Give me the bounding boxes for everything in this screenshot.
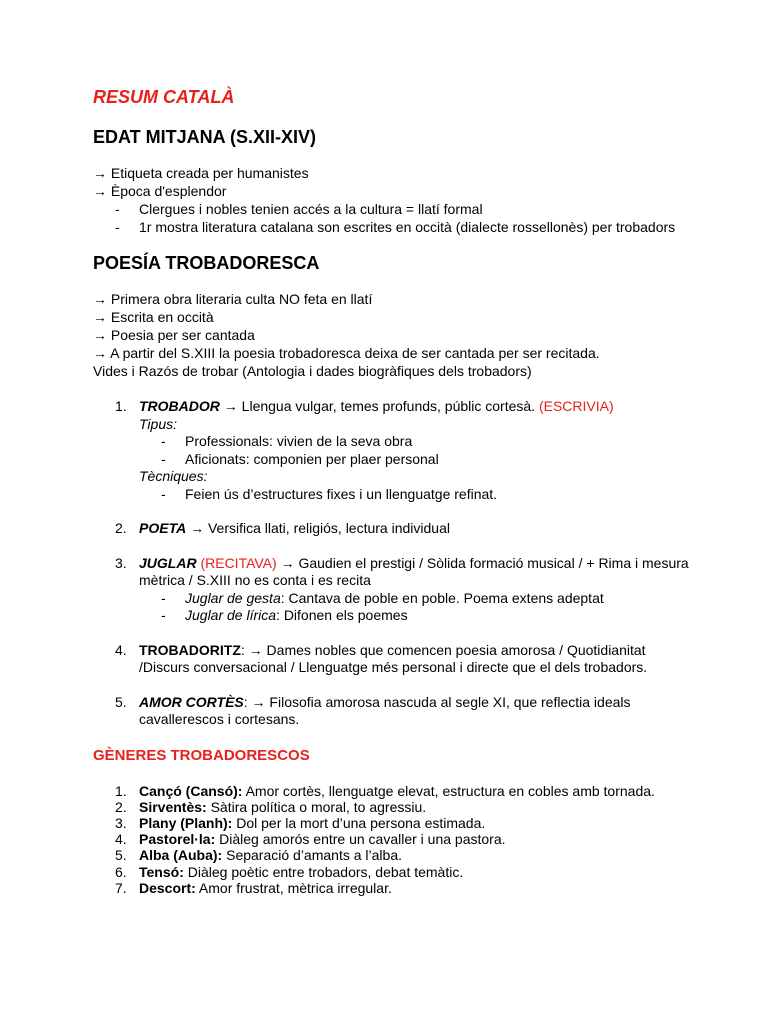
list-item: - Feien ús d’estructures fixes i un llenguatge refinat.	[139, 486, 693, 504]
sub-label: Tècniques:	[139, 468, 208, 484]
arrow-line: → Primera obra literaria culta NO feta en llatí	[93, 291, 373, 307]
document-page	[93, 86, 693, 896]
item-text: : → Filosofia amorosa nascuda al segle XI, que reflectia ideals cavallerescos i cortesans.	[139, 693, 631, 727]
sub-text: : Cantava de poble en poble. Poema extens adeptat	[280, 589, 604, 606]
item-number: 4.	[115, 641, 127, 658]
section-heading-poesia-trobadoresca: POESÍA TROBADORESCA	[93, 253, 320, 273]
item-tag: (ESCRIVIA)	[538, 398, 614, 414]
item-term: JUGLAR	[139, 554, 197, 571]
item-number: 1.	[115, 398, 127, 414]
sub-text: : Difonen els poemes	[276, 607, 408, 623]
item-number: 4.	[115, 831, 127, 848]
list-item	[93, 880, 693, 896]
item-term: TROBADOR	[139, 398, 220, 414]
arrow-line: → Etiqueta creada per humanistes	[93, 165, 309, 181]
item-text: → Gaudien el prestigi / Sòlida formació musical / + Rima i mesura mètrica / S.XIII no es conta i es recita	[139, 554, 689, 588]
item-number: 2.	[115, 520, 127, 536]
section-heading-generes: GÈNERES TROBADORESCOS	[93, 746, 310, 764]
item-text: Diàleg amorós entre un cavaller i una pastora.	[215, 831, 506, 848]
item-text: Separació d’amants a l’alba.	[222, 847, 402, 864]
item-number: 2.	[115, 798, 127, 815]
list-item	[93, 847, 693, 863]
list-item: - Clergues i nobles tenien accés a la cultura = llatí formal	[93, 200, 693, 218]
numbered-list-generes	[93, 783, 693, 896]
item-term: Descort:	[139, 879, 196, 896]
item-number: 3.	[115, 814, 127, 831]
item-term: AMOR CORTÈS	[139, 693, 244, 710]
arrow-line: → Època d'esplendor	[93, 183, 227, 199]
list-item: - 1r mostra literatura catalana son escrites en occità (dialecte rossellonès) per trobadors	[93, 218, 693, 236]
list-item	[93, 815, 693, 831]
dash-list	[139, 486, 693, 504]
item-text: Amor frustrat, mètrica irregular.	[195, 879, 392, 896]
list-item	[93, 831, 693, 847]
item-term: POETA	[139, 520, 187, 536]
document-title: RESUM CATALÀ	[93, 87, 235, 107]
list-item	[93, 799, 693, 815]
arrow-line: → A partir del S.XIII la poesia trobadoresca deixa de ser cantada per ser recitada.	[93, 345, 600, 361]
list-item-trobador	[93, 398, 693, 503]
section1-body	[93, 164, 693, 236]
sub-term: Juglar de lírica	[185, 607, 277, 623]
item-number: 5.	[115, 693, 127, 710]
arrow-line: → Poesia per ser cantada	[93, 327, 255, 343]
list-item-trobadoritz	[93, 642, 693, 677]
dash-list	[93, 200, 693, 236]
item-term: Sirventès:	[139, 798, 207, 815]
list-item-amor-cortes	[93, 694, 693, 729]
section2-intro	[93, 290, 693, 380]
item-text: Dol per la mort d’una persona estimada.	[232, 814, 486, 831]
item-text: : → Dames nobles que comencen poesia amorosa / Quotidianitat /Discurs conversacional / Llenguatge més personal i directe que el dels trobadors.	[139, 641, 648, 675]
item-number: 6.	[115, 863, 127, 880]
item-term: Pastorel·la:	[139, 831, 216, 848]
list-item-juglar	[93, 555, 693, 625]
text-line: Vides i Razós de trobar (Antologia i dades biogràfiques dels trobadors)	[93, 363, 532, 379]
item-text: Amor cortès, llenguatge elevat, estructura en cobles amb tornada.	[242, 782, 655, 799]
arrow-line: → Escrita en occità	[93, 309, 214, 325]
list-item-poeta	[93, 520, 693, 538]
item-text: → Versifica llati, religiós, lectura individual	[186, 520, 450, 536]
sub-term: Juglar de gesta	[185, 589, 281, 606]
item-text: Sàtira política o moral, to agressiu.	[206, 798, 427, 815]
list-item	[139, 607, 693, 625]
list-item	[93, 783, 693, 799]
item-tag: (RECITAVA)	[196, 554, 277, 571]
item-text: Diàleg poètic entre trobadors, debat temàtic.	[183, 863, 464, 880]
item-term: Tensó:	[139, 863, 184, 880]
list-item: - Aficionats: componien per plaer personal	[139, 451, 693, 469]
item-text: → Llengua vulgar, temes profunds, públic cortesà.	[219, 398, 539, 414]
item-number: 3.	[115, 554, 127, 571]
item-number: 7.	[115, 879, 127, 896]
list-item	[139, 590, 693, 608]
section-heading-edat-mitjana: EDAT MITJANA (S.XII-XIV)	[93, 127, 317, 147]
item-term: Alba (Auba):	[139, 847, 223, 864]
item-term: TROBADORITZ	[139, 641, 241, 658]
item-term: Plany (Planh):	[139, 814, 233, 831]
sub-label: Tipus:	[139, 415, 178, 432]
item-number: 1.	[115, 782, 127, 799]
item-number: 5.	[115, 847, 127, 864]
numbered-list-poesia	[93, 398, 693, 729]
item-term: Cançó (Cansó):	[139, 782, 243, 799]
list-item	[93, 864, 693, 880]
list-item: - Professionals: vivien de la seva obra	[139, 433, 693, 451]
dash-list	[139, 590, 693, 625]
dash-list	[139, 433, 693, 468]
